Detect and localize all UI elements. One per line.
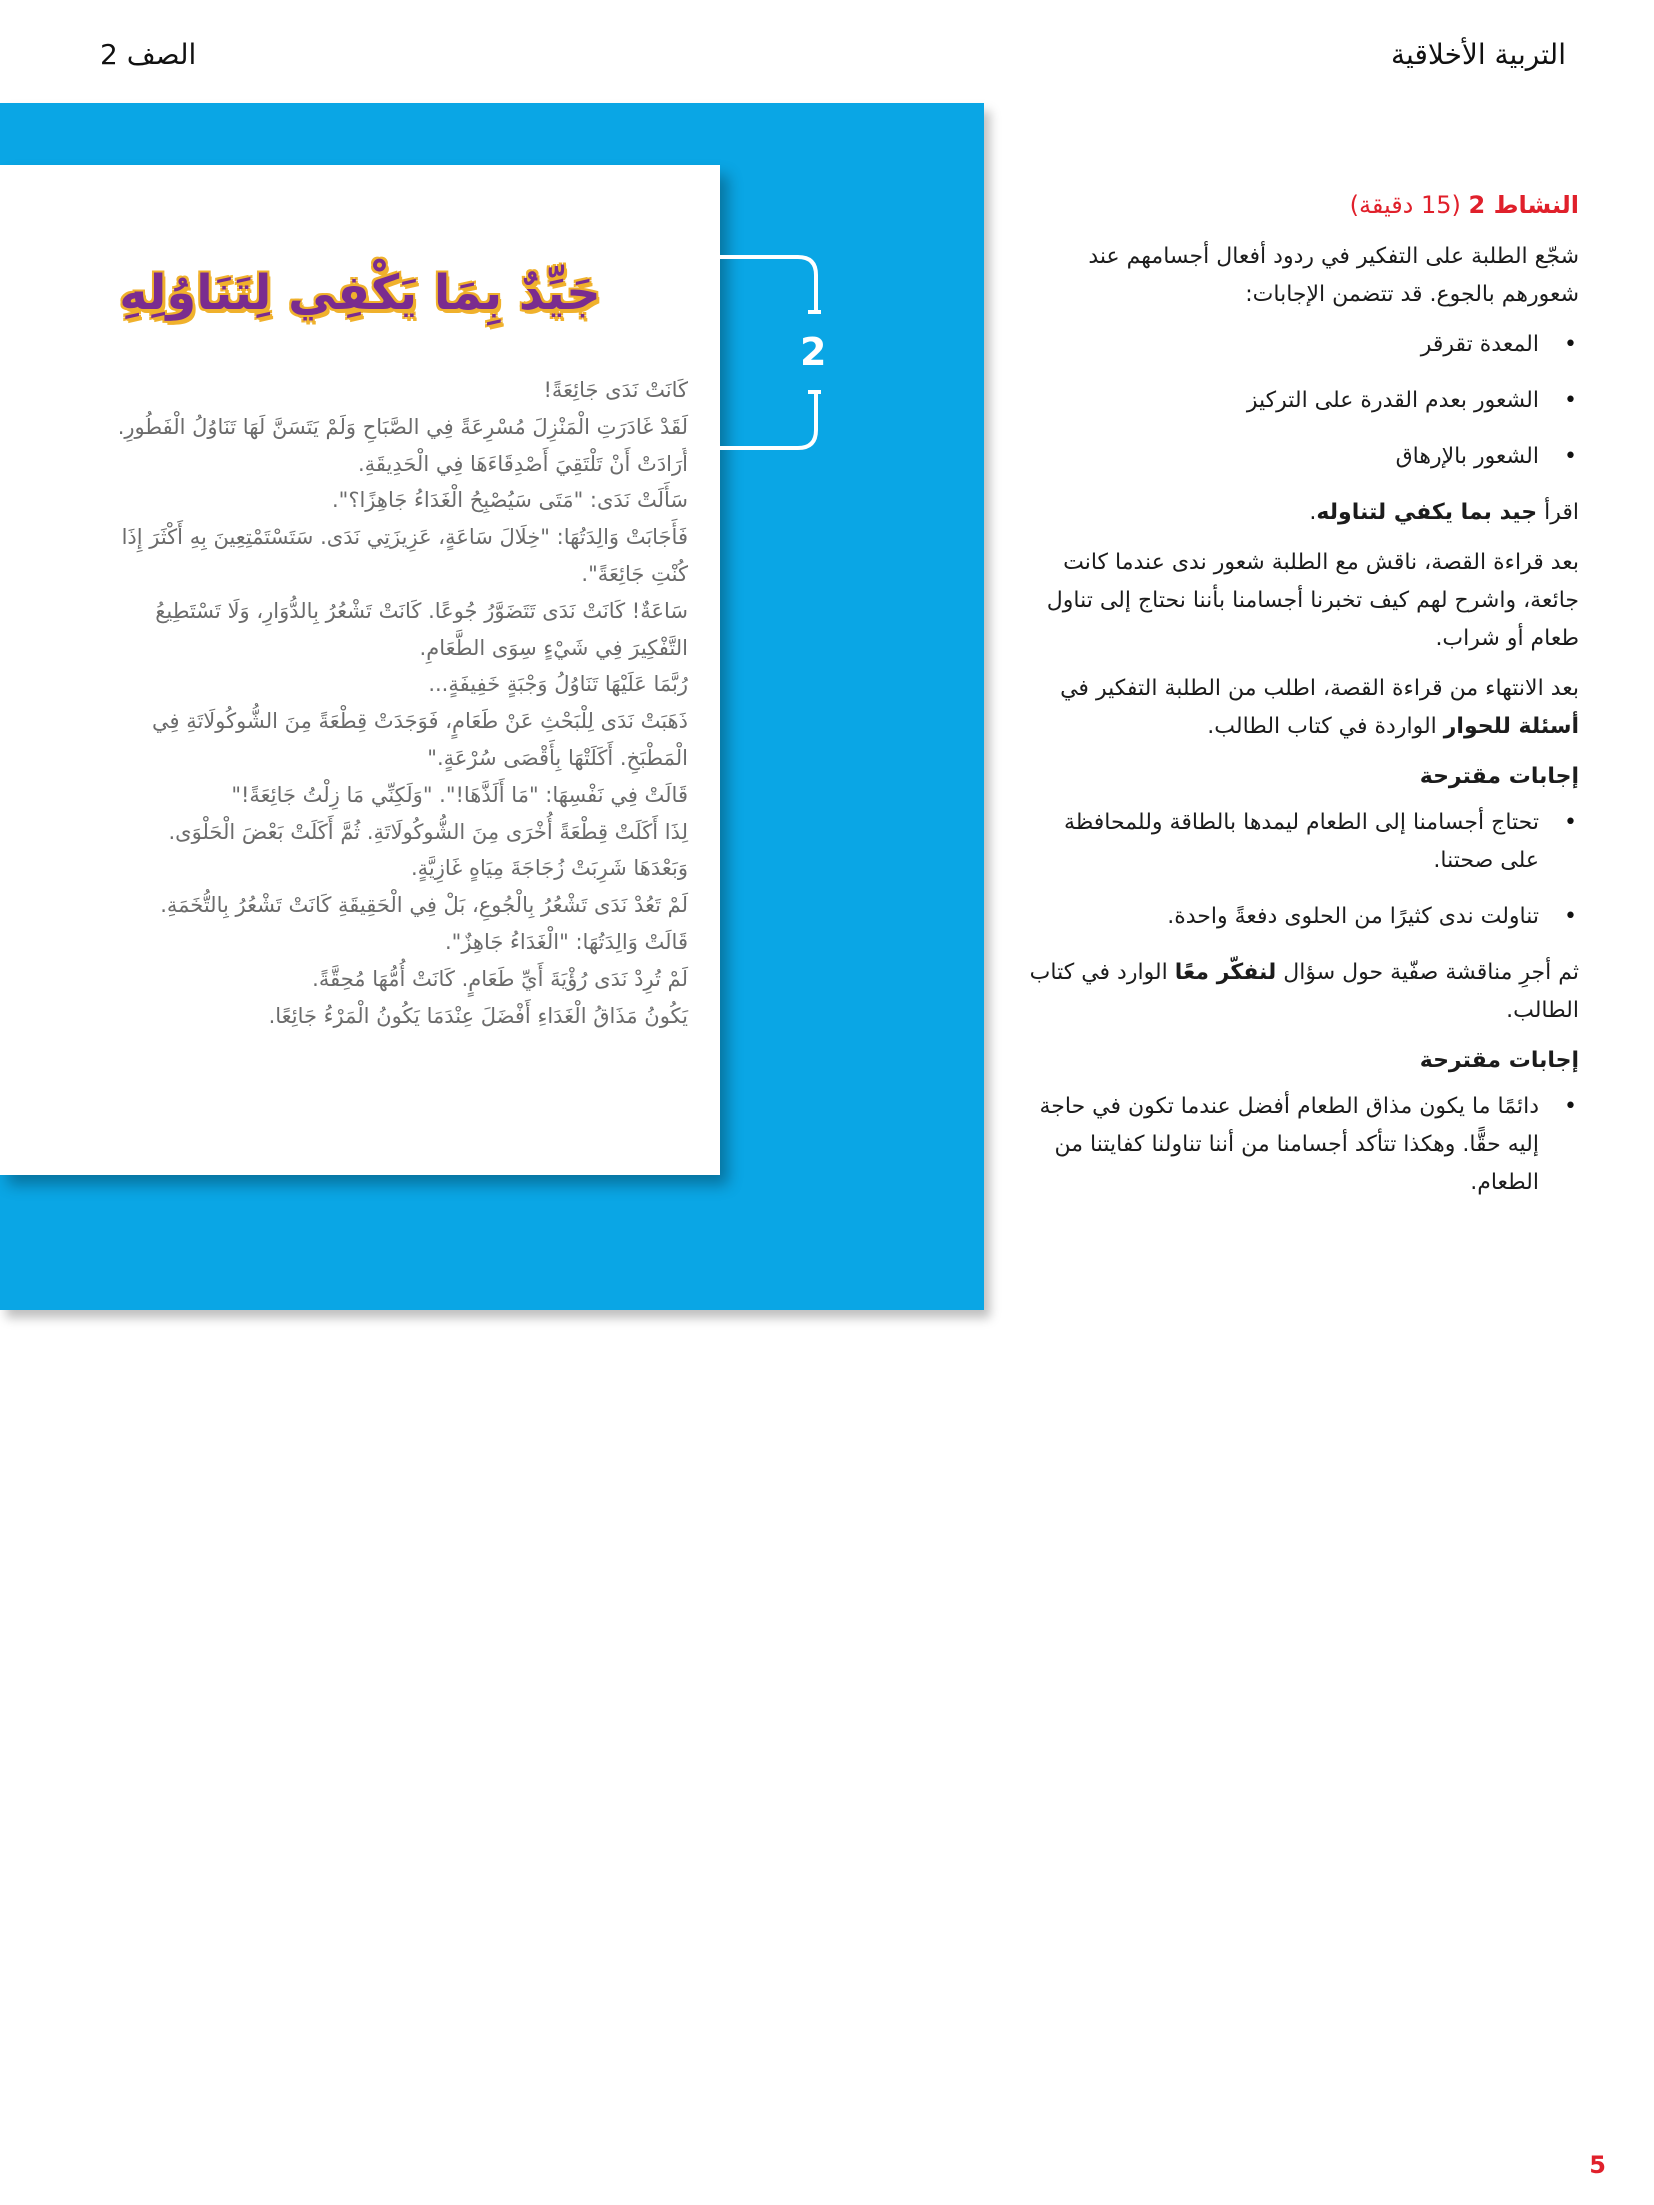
story-line: وَبَعْدَهَا شَرِبَتْ زُجَاجَةَ مِيَاهٍ غَازِيَّةٍ. [410,856,688,881]
story-line: سَأَلَتْ نَدَى: "مَتَى سَيُصْبِحُ الْغَدَاءُ جَاهِزًا؟". [331,488,688,513]
suggested-answers-list [1019,1088,1579,1202]
dialogue-questions: أسئلة للحوار [1443,714,1579,739]
read-suffix: . [1309,500,1317,525]
intro-paragraph: شجّع الطلبة على التفكير في ردود أفعال أجسامهم عند شعورهم بالجوع. قد تتضمن الإجابات: [1088,244,1579,307]
activity-title-bold: النشاط 2 [1468,191,1579,219]
list-item: • الشعور بالإرهاق [1019,438,1539,476]
story-card [0,165,720,1175]
after-finish-paragraph [1019,670,1579,746]
story-line: يَكُونُ مَذَاقُ الْغَدَاءِ أَفْضَلَ عِنْدَمَا يَكُونُ الْمَرْءُ جَائِعًا. [268,1003,688,1028]
story-line: الْمَطْبَخِ. أَكَلَتْهَا بِأَقْصَى سُرْعَةٍ." [427,745,688,770]
student-book-preview [0,103,984,1401]
suggested-answers-heading: إجابات مقترحة [1419,764,1579,789]
list-item: • الشعور بعدم القدرة على التركيز [1019,382,1539,420]
intro-bullet-list [1019,326,1579,476]
story-line: قَالَتْ وَالِدَتُهَا: "الْغَدَاءُ جَاهِزٌ". [444,929,688,954]
story-line: لِذَا أَكَلَتْ قِطْعَةً أُخْرَى مِنَ الشُّوكُولَاتَةِ. ثُمَّ أَكَلَتْ بَعْضَ الْحَلْوَى. [168,819,688,844]
story-title: جَيِّدٌ بِمَا يَكْفِي لِتَنَاوُلِهِ [119,265,601,321]
after-finish-prefix: بعد الانتهاء من قراءة القصة، اطلب من الطلبة التفكير في [1060,676,1579,701]
story-line: قَالَتْ فِي نَفْسِهَا: "مَا أَلَذَّهَا!". "وَلَكِنِّي مَا زِلْتُ جَائِعَةً!" [231,782,688,807]
story-line: لَقَدْ غَادَرَتِ الْمَنْزِلَ مُسْرِعَةً فِي الصَّبَاحِ وَلَمْ يَتَسَنَّ لَهَا تَنَاوُلُ الْفَطُورِ. [117,414,688,439]
story-name: جيد بما يكفي لتناوله [1316,500,1538,525]
list-item: • تناولت ندى كثيرًا من الحلوى دفعةً واحدة. [1019,898,1539,936]
story-line: سَاعَةٌ! كَانَتْ نَدَى تَتَضَوَّرُ جُوعًا. كَانَتْ تَشْعُرُ بِالدُّوَارِ، وَلَا تَسْتَطِيعُ [155,598,688,623]
story-line: التَّفْكِيرَ فِي شَيْءٍ سِوَى الطَّعَامِ. [419,635,688,660]
after-finish-suffix: الواردة في كتاب الطالب. [1207,714,1444,739]
page-number: 5 [1589,2151,1606,2179]
read-prefix: اقرأ [1537,500,1579,525]
panel-page-number: 5 [952,1386,962,1401]
discussion-paragraph [1019,954,1579,1030]
discussion-prefix: ثم أجرِ مناقشة صفّية حول سؤال [1276,960,1579,985]
story-line: أَرَادَتْ أَنْ تَلْتَقِيَ أَصْدِقَاءَهَا فِي الْحَدِيقَةِ. [357,451,688,476]
teacher-guide-column [1019,186,1579,1220]
story-text [18,372,688,1034]
discussion-suffix: الوارد في كتاب الطالب. [1029,960,1579,1023]
story-line: كُنْتِ جَائِعَةً". [581,561,688,586]
read-instruction [1019,494,1579,532]
story-line: لَمْ تَعُدْ نَدَى تَشْعُرُ بِالْجُوعِ، بَلْ فِي الْحَقِيقَةِ كَانَتْ تَشْعُرُ بِالتُّخَمَةِ. [160,893,688,918]
footer-divider [929,1383,930,1421]
think-together: لنفكّر معًا [1174,960,1277,985]
list-item: • دائمًا ما يكون مذاق الطعام أفضل عندما تكون في حاجة إليه حقًّا. وهكذا تتأكد أجسامنا من أننا تناولنا كفايتنا من الطعام. [1019,1088,1539,1202]
after-reading-paragraph: بعد قراءة القصة، ناقش مع الطلبة شعور ندى عندما كانت جائعة، واشرح لهم كيف تخبرنا أجسامنا بأننا نحتاج إلى تناول طعام أو شراب. [1046,550,1579,651]
story-line: كَانَتْ نَدَى جَائِعَةً! [543,378,688,402]
story-line: رُبَّمَا عَلَيْهَا تَنَاوُلُ وَجْبَةٍ خَفِيفَةٍ... [428,672,688,697]
activity-duration: (15 دقيقة) [1349,191,1469,219]
story-line: فَأَجَابَتْ وَالِدَتُهَا: "خِلَالَ سَاعَةٍ، عَزِيزَتِي نَدَى. سَتَسْتَمْتِعِينَ بِهِ أَكْثَرَ إِذَا [121,525,688,550]
suggested-answers-list [1019,804,1579,936]
list-item: • المعدة تقرقر [1019,326,1539,364]
list-item: • تحتاج أجسامنا إلى الطعام ليمدها بالطاقة وللمحافظة على صحتنا. [1019,804,1539,880]
story-line: ذَهَبَتْ نَدَى لِلْبَحْثِ عَنْ طَعَامٍ، فَوَجَدَتْ قِطْعَةً مِنَ الشُّوكُولَاتَةِ فِي [151,709,688,734]
header-subject: التربية الأخلاقية [1391,38,1566,71]
header-grade: الصف 2 [100,38,197,71]
story-line: لَمْ تُرِدْ نَدَى رُؤْيَةَ أَيِّ طَعَامٍ. كَانَتْ أُمُّهَا مُحِقَّةً. [312,966,688,991]
activity-number: 2 [800,330,827,374]
activity-title [1019,186,1579,224]
suggested-answers-heading: إجابات مقترحة [1419,1048,1579,1073]
